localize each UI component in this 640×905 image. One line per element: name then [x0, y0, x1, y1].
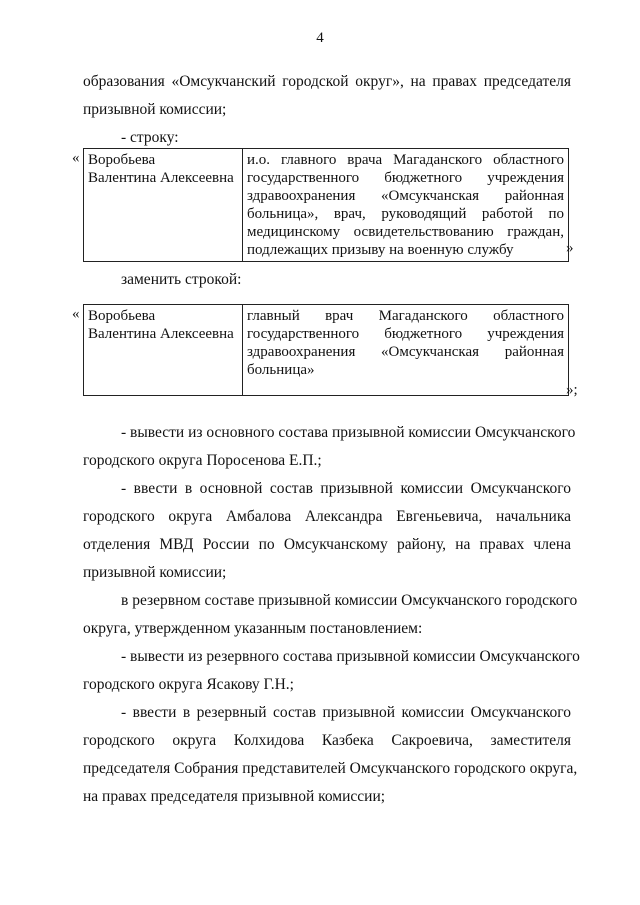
open-quote: «: [72, 150, 80, 166]
paragraph-line: призывной комиссии;: [83, 101, 227, 118]
paragraph-line: - строку:: [121, 129, 179, 146]
paragraph-line: образования «Омсукчанский городской округ», на правах председателя: [83, 73, 571, 90]
paragraph-line: - вывести из резервного состава призывной комиссии Омсукчанского: [121, 648, 580, 665]
paragraph-line: городского округа Поросенова Е.П.;: [83, 452, 322, 469]
table-row: [84, 305, 569, 396]
role-line: больница», врач, руководящий работой по: [247, 206, 564, 222]
name-line: Воробьева: [88, 308, 156, 324]
page-number: 4: [316, 30, 324, 46]
table-row: [84, 149, 569, 262]
name-line: Валентина Алексеевна: [88, 326, 234, 342]
paragraph-line: председателя Собрания представителей Омсукчанского городского округа,: [83, 760, 578, 777]
paragraph-line: округа, утвержденном указанным постановлением:: [83, 620, 423, 637]
paragraph-line: в резервном составе призывной комиссии Омсукчанского городского: [121, 592, 578, 609]
paragraph-line: - вывести из основного состава призывной комиссии Омсукчанского: [121, 424, 576, 441]
replaced-row-table: [83, 148, 569, 262]
role-line: больница»: [247, 362, 315, 378]
role-line: главный врач Магаданского областного: [247, 308, 564, 324]
paragraph-line: городского округа Амбалова Александра Евгеньевича, начальника: [83, 508, 571, 525]
close-quote: »;: [566, 382, 578, 398]
role-line: подлежащих призыву на военную службу: [247, 242, 514, 258]
paragraph-line: городского округа Ясакову Г.Н.;: [83, 676, 294, 693]
role-cell: [243, 149, 569, 262]
paragraph-line: призывной комиссии;: [83, 564, 227, 581]
role-line: государственного бюджетного учреждения: [247, 326, 564, 342]
name-line: Воробьева: [88, 152, 156, 168]
role-line: государственного бюджетного учреждения: [247, 170, 564, 186]
paragraph-line: на правах председателя призывной комиссии;: [83, 788, 386, 805]
close-quote: »: [566, 240, 574, 256]
role-cell: [243, 305, 569, 396]
paragraph-line: заменить строкой:: [121, 271, 242, 288]
role-line: медицинскому освидетельствованию граждан,: [247, 224, 564, 240]
paragraph-line: - ввести в основной состав призывной комиссии Омсукчанского: [121, 480, 571, 497]
role-line: и.о. главного врача Магаданского областного: [247, 152, 564, 168]
name-cell: [84, 305, 243, 396]
new-row-table: [83, 304, 569, 396]
role-line: здравоохранения «Омсукчанская районная: [247, 188, 564, 204]
paragraph-line: городского округа Колхидова Казбека Сакроевича, заместителя: [83, 732, 571, 749]
open-quote: «: [72, 306, 80, 322]
name-cell: [84, 149, 243, 262]
name-line: Валентина Алексеевна: [88, 170, 234, 186]
role-line: здравоохранения «Омсукчанская районная: [247, 344, 564, 360]
paragraph-line: - ввести в резервный состав призывной комиссии Омсукчанского: [121, 704, 571, 721]
paragraph-line: отделения МВД России по Омсукчанскому району, на правах члена: [83, 536, 571, 553]
